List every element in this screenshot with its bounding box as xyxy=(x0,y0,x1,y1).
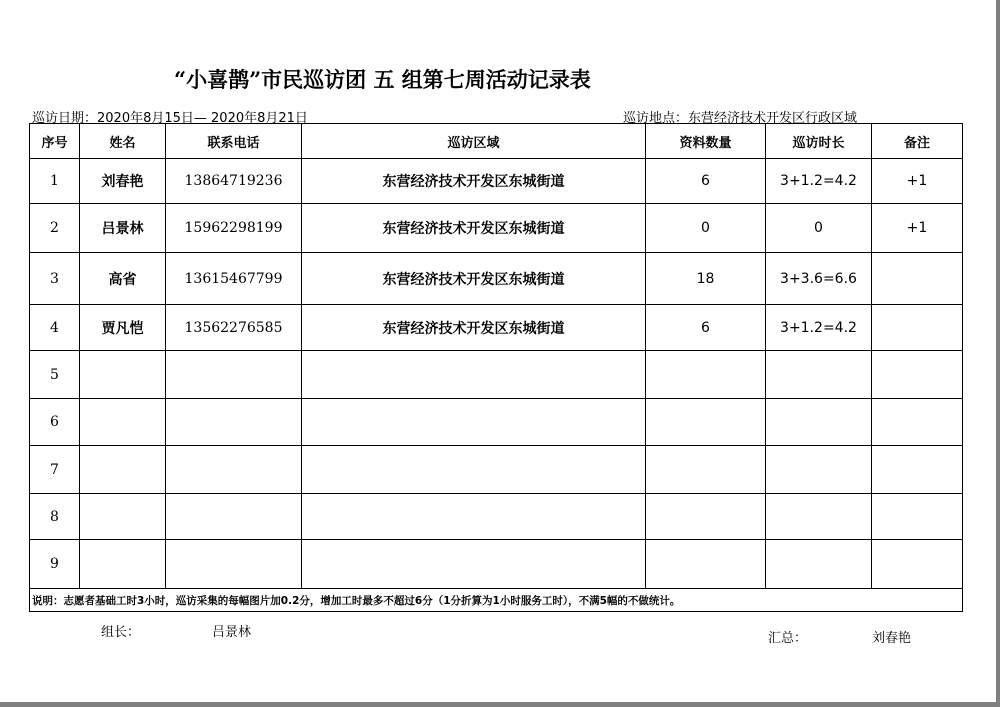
cell-name: 高省 xyxy=(80,253,166,305)
header-phone: 联系电话 xyxy=(166,124,302,159)
table-row xyxy=(30,446,963,494)
cell-duration: 0 xyxy=(766,204,872,253)
page-edge-bottom xyxy=(0,702,1000,707)
cell-remark xyxy=(872,446,963,494)
cell-name xyxy=(80,446,166,494)
cell-remark: +1 xyxy=(872,204,963,253)
page-edge-right xyxy=(996,0,1000,707)
cell-area xyxy=(302,351,646,399)
cell-count: 18 xyxy=(646,253,766,305)
cell-duration xyxy=(766,494,872,540)
cell-name xyxy=(80,399,166,446)
table-row xyxy=(30,305,963,351)
cell-duration xyxy=(766,446,872,494)
cell-area: 东营经济技术开发区东城街道 xyxy=(302,253,646,305)
cell-duration xyxy=(766,399,872,446)
cell-count xyxy=(646,446,766,494)
cell-serial: 4 xyxy=(30,305,80,351)
cell-area xyxy=(302,446,646,494)
summary-name: 刘春艳 xyxy=(872,631,912,646)
cell-count xyxy=(646,399,766,446)
table-row xyxy=(30,399,963,446)
table-row xyxy=(30,253,963,305)
table-row xyxy=(30,494,963,540)
table-header-row xyxy=(30,124,963,159)
cell-duration: 3+3.6=6.6 xyxy=(766,253,872,305)
cell-duration: 3+1.2=4.2 xyxy=(766,159,872,204)
cell-name: 贾凡恺 xyxy=(80,305,166,351)
cell-count: 6 xyxy=(646,159,766,204)
table-note: 说明：志愿者基础工时3小时，巡访采集的每幅图片加0.2分，增加工时最多不超过6分（1分折算为1小时服务工时），不满5幅的不做统计。 xyxy=(30,589,963,612)
summary-label: 汇总： xyxy=(768,631,808,646)
cell-phone xyxy=(166,351,302,399)
leader-label: 组长： xyxy=(101,625,141,640)
cell-duration xyxy=(766,540,872,589)
cell-duration: 3+1.2=4.2 xyxy=(766,305,872,351)
cell-serial: 3 xyxy=(30,253,80,305)
header-name: 姓名 xyxy=(80,124,166,159)
cell-remark xyxy=(872,305,963,351)
table-row xyxy=(30,540,963,589)
header-remark: 备注 xyxy=(872,124,963,159)
cell-count xyxy=(646,494,766,540)
cell-phone: 13562276585 xyxy=(166,305,302,351)
cell-phone xyxy=(166,446,302,494)
cell-phone: 13615467799 xyxy=(166,253,302,305)
header-area: 巡访区域 xyxy=(302,124,646,159)
cell-phone: 15962298199 xyxy=(166,204,302,253)
table-row xyxy=(30,204,963,253)
cell-count: 6 xyxy=(646,305,766,351)
cell-name xyxy=(80,494,166,540)
cell-phone xyxy=(166,494,302,540)
cell-phone xyxy=(166,540,302,589)
cell-serial: 7 xyxy=(30,446,80,494)
table-note-row xyxy=(30,589,963,612)
cell-area: 东营经济技术开发区东城街道 xyxy=(302,305,646,351)
cell-area: 东营经济技术开发区东城街道 xyxy=(302,204,646,253)
cell-name xyxy=(80,540,166,589)
cell-name: 吕景林 xyxy=(80,204,166,253)
header-duration: 巡访时长 xyxy=(766,124,872,159)
cell-name xyxy=(80,351,166,399)
cell-area xyxy=(302,540,646,589)
cell-serial: 1 xyxy=(30,159,80,204)
cell-remark xyxy=(872,351,963,399)
cell-area xyxy=(302,494,646,540)
cell-count: 0 xyxy=(646,204,766,253)
cell-remark xyxy=(872,540,963,589)
cell-serial: 8 xyxy=(30,494,80,540)
cell-count xyxy=(646,351,766,399)
cell-area: 东营经济技术开发区东城街道 xyxy=(302,159,646,204)
cell-phone xyxy=(166,399,302,446)
table-row xyxy=(30,159,963,204)
cell-serial: 9 xyxy=(30,540,80,589)
cell-area xyxy=(302,399,646,446)
leader-name: 吕景林 xyxy=(212,625,252,640)
cell-serial: 5 xyxy=(30,351,80,399)
activity-record-table xyxy=(29,123,963,612)
patrol-date: 巡访日期：2020年8月15日— 2020年8月21日 xyxy=(32,111,308,126)
cell-remark: +1 xyxy=(872,159,963,204)
table-row xyxy=(30,351,963,399)
cell-remark xyxy=(872,399,963,446)
cell-serial: 6 xyxy=(30,399,80,446)
header-serial: 序号 xyxy=(30,124,80,159)
cell-serial: 2 xyxy=(30,204,80,253)
header-count: 资料数量 xyxy=(646,124,766,159)
cell-remark xyxy=(872,253,963,305)
cell-duration xyxy=(766,351,872,399)
cell-count xyxy=(646,540,766,589)
cell-name: 刘春艳 xyxy=(80,159,166,204)
cell-remark xyxy=(872,494,963,540)
cell-phone: 13864719236 xyxy=(166,159,302,204)
patrol-location: 巡访地点：东营经济技术开发区行政区域 xyxy=(623,111,858,126)
document-title: “小喜鹊”市民巡访团 五 组第七周活动记录表 xyxy=(174,67,591,92)
